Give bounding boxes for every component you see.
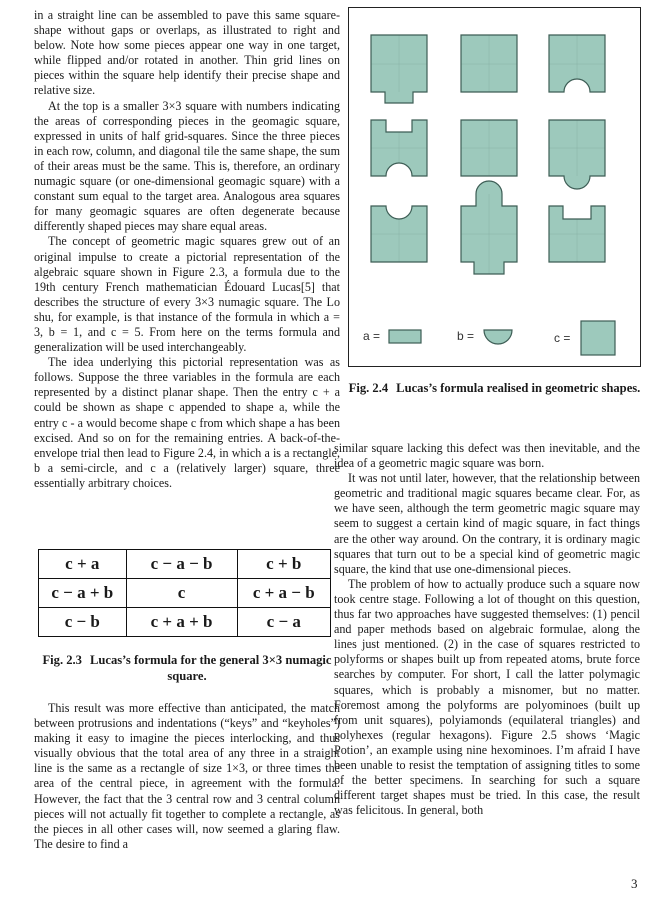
table-row (39, 579, 331, 608)
table-cell: c + a (39, 550, 127, 579)
legend-b-semicircle (484, 330, 512, 344)
page-number: 3 (631, 876, 638, 891)
left-column-bottom (34, 701, 340, 852)
legend-a-label: a = (363, 329, 381, 343)
paragraph: It was not until later, however, that the relationship between geometric and traditional magic squares became clear. For, as we have seen, although the term geometric magic square may seem to suggest a certain kind of magic square, in fact things are the other way around. On the contrary, it is ordinary magic squares that turn out to be a special kind of geometric magic square, the kind that use one-dimensional pieces. (334, 471, 640, 576)
paragraph: in a straight line can be assembled to pave this same square-shape without gaps or overlaps, as illustrated to right and below. Note how some pieces appear one way in one target, while flipped and/or rotated in another. Thin grid lines on pieces within the square help identify their precise shape and relative size. (34, 8, 340, 98)
legend-c-square (581, 321, 615, 355)
figure-2-4-shapes (349, 8, 642, 368)
table-row (39, 550, 331, 579)
figure-2-3-caption-text: Lucas’s formula for the general 3×3 numagic square. (89, 653, 332, 683)
paragraph: The problem of how to actually produce such a square now took centre stage. Following a lot of thought on this question, thus far two approaches have suggested themselves: (1) pencil and paper methods based on algebraic formulae, along the lines just mentioned. (2) in the case of squares restricted to polyforms or shapes built up from repeated atoms, brute force searches by computer. For short, I call the latter polymagic squares, which is probably a misnomer, but no matter. Foremost among the polyforms are polyominoes (built up from unit squares), polyiamonds (equilateral triangles) and polyhexes (regular hexagons). Figure 2.5 shows ‘Magic Potion’, an example using nine hexominoes. I’m afraid I have been unable to resist the temptation of assigning titles to some of the better specimens. In searching for such a square different target shapes must be tried. In this case, the result was felicitous. In general, both (334, 576, 640, 818)
figure-2-3-caption (34, 652, 340, 684)
right-column-bottom (334, 441, 640, 818)
paragraph: At the top is a smaller 3×3 square with numbers indicating the areas of corresponding pieces in the geomagic square, expressed in units of half grid-squares. Since the three pieces in each row, column, and diagonal tile the same shape, the sum of their areas must be the same. This is, therefore, an ordinary numagic square (or one-dimensional geomagic square) with a constant sum equal to the target area. Analogous area squares for many geomagic squares are often degenerate because differently shaped pieces may share equal areas. (34, 98, 340, 234)
table-cell: c − a + b (39, 579, 127, 608)
figure-2-4-caption-text: Lucas’s formula realised in geometric shapes. (396, 381, 641, 395)
lucas-formula-table (38, 549, 331, 637)
table-cell: c − a (237, 608, 330, 637)
figure-2-4-number: Fig. 2.4 (348, 381, 389, 395)
left-column-top (34, 8, 340, 491)
legend-a-rectangle (389, 330, 421, 343)
table-cell: c + a − b (237, 579, 330, 608)
table-cell: c + b (237, 550, 330, 579)
paragraph: similar square lacking this defect was then inevitable, and the idea of a geometric magic square was born. (334, 441, 640, 471)
legend-b-label: b = (457, 329, 475, 343)
figure-2-4-caption (348, 380, 641, 396)
paragraph: The idea underlying this pictorial representation was as follows. Suppose the three variables in the formula are each represented by a distinct planar shape. Then the entry c + a could be shown as shape c appended to shape a, while the entry c - a would become shape c from which shape a has been excised. And so on for the remaining entries. A back-of-the-envelope trial then lead to Figure 2.4, in which a is a rectangle, b a semi-circle, and c a (relatively larger) square, three essentially arbitrary choices. (34, 355, 340, 490)
table-cell: c (126, 579, 237, 608)
table-cell: c + a + b (126, 608, 237, 637)
table-cell: c − a − b (126, 550, 237, 579)
paragraph: The concept of geometric magic squares grew out of an original impulse to create a pictorial representation of the algebraic square shown in Figure 2.3, a formula due to the 19th century French mathematician Édouard Lucas[5] that describes the structure of every 3×3 numagic square. The Lo shu, for example, is that instance of the formula in which a = 3, b = 1, and c = 5. From here on the terms formula and generalization will be used interchangeably. (34, 234, 340, 355)
figure-2-3-number: Fig. 2.3 (42, 653, 82, 667)
table-row (39, 608, 331, 637)
legend-c-label: c = (554, 331, 571, 345)
paragraph: This result was more effective than anticipated, the match between protrusions and indentations (“keys” and “keyholes”) making it easy to imagine the pieces interlocking, and thus visually obvious that the total area of any three in a straight line is the same as a rectangle of size 1×3, or three times the area of the central piece, in agreement with the formula. However, the fact that the 3 central row and 3 central column pieces will not actually fit together to complete a rectangle, as the pieces in all other cases will, now seemed a glaring flaw. The desire to find a (34, 701, 340, 851)
table-cell: c − b (39, 608, 127, 637)
figure-2-4 (348, 7, 641, 367)
